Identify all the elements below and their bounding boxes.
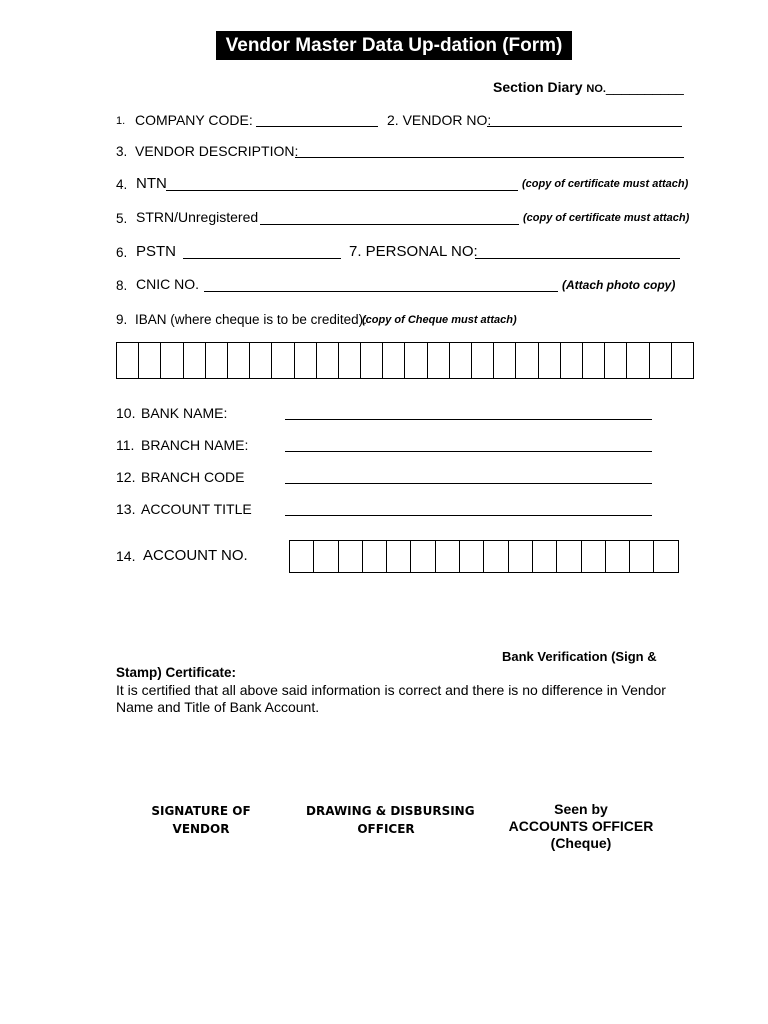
- account-digit-box[interactable]: [459, 540, 484, 573]
- ddo-signature: [306, 802, 475, 838]
- iban-digit-box[interactable]: [449, 342, 472, 379]
- iban-digit-box[interactable]: [404, 342, 427, 379]
- iban-digit-box[interactable]: [538, 342, 561, 379]
- account-digit-box[interactable]: [338, 540, 363, 573]
- vendor-no-line[interactable]: [487, 126, 682, 127]
- accounts-officer-signature: [500, 801, 662, 852]
- branch-name-label: BRANCH NAME:: [141, 437, 249, 453]
- seen-by-line2: ACCOUNTS OFFICER: [508, 818, 654, 834]
- company-code-line[interactable]: [256, 126, 378, 127]
- ddo-signature-line1: DRAWING & DISBURSING: [306, 804, 475, 818]
- field-num-8: 8.: [116, 278, 128, 293]
- vendor-signature-line2: VENDOR: [172, 822, 230, 836]
- iban-digit-box[interactable]: [493, 342, 516, 379]
- field-num-9: 9.: [116, 312, 128, 327]
- bank-name-line[interactable]: [285, 419, 652, 420]
- account-digit-box[interactable]: [410, 540, 435, 573]
- certificate-label: Certificate:: [165, 665, 237, 680]
- iban-digit-box[interactable]: [271, 342, 294, 379]
- ntn-line[interactable]: [166, 190, 518, 191]
- account-title-label: ACCOUNT TITLE: [141, 501, 252, 517]
- vendor-no-label: 2. VENDOR NO:: [387, 112, 492, 128]
- section-diary-suffix: NO.: [586, 83, 606, 95]
- iban-boxes[interactable]: [116, 342, 693, 379]
- vendor-description-line[interactable]: [295, 157, 684, 158]
- iban-digit-box[interactable]: [138, 342, 161, 379]
- field-num-13: 13.: [116, 501, 136, 517]
- personal-no-label: 7. PERSONAL NO:: [349, 243, 478, 260]
- seen-by-line3: (Cheque): [550, 835, 612, 851]
- branch-name-line[interactable]: [285, 451, 652, 452]
- field-num-6: 6.: [116, 245, 128, 260]
- account-digit-box[interactable]: [386, 540, 411, 573]
- section-diary-label: Section Diary: [493, 79, 583, 95]
- account-title-line[interactable]: [285, 515, 652, 516]
- section-diary: [493, 79, 684, 95]
- iban-digit-box[interactable]: [582, 342, 605, 379]
- bank-verification-text: Bank Verification (Sign &: [502, 649, 657, 664]
- iban-digit-box[interactable]: [560, 342, 583, 379]
- field-num-3: 3.: [116, 144, 128, 159]
- ddo-signature-line2: OFFICER: [357, 822, 415, 836]
- account-digit-box[interactable]: [605, 540, 630, 573]
- ntn-note: (copy of certificate must attach): [522, 178, 689, 190]
- iban-digit-box[interactable]: [294, 342, 317, 379]
- personal-no-line[interactable]: [475, 258, 680, 259]
- account-digit-box[interactable]: [313, 540, 338, 573]
- iban-digit-box[interactable]: [183, 342, 206, 379]
- account-digit-box[interactable]: [435, 540, 460, 573]
- ntn-label: NTN: [136, 175, 167, 192]
- strn-label: STRN/Unregistered: [136, 209, 259, 225]
- branch-code-line[interactable]: [285, 483, 652, 484]
- branch-code-label: BRANCH CODE: [141, 469, 245, 485]
- company-code-label: COMPANY CODE:: [135, 112, 253, 128]
- form-title: Vendor Master Data Up-dation (Form): [216, 31, 572, 60]
- iban-digit-box[interactable]: [671, 342, 694, 379]
- account-digit-box[interactable]: [581, 540, 606, 573]
- field-num-14: 14.: [116, 548, 136, 564]
- iban-digit-box[interactable]: [249, 342, 272, 379]
- account-digit-box[interactable]: [556, 540, 581, 573]
- strn-note: (copy of certificate must attach): [523, 212, 690, 224]
- certificate-heading: [116, 665, 236, 680]
- account-no-label: ACCOUNT NO.: [143, 547, 248, 564]
- section-diary-blank: __________: [605, 79, 684, 95]
- vendor-signature-line1: SIGNATURE OF: [151, 804, 251, 818]
- cnic-note: (Attach photo copy): [562, 278, 676, 292]
- iban-digit-box[interactable]: [649, 342, 672, 379]
- iban-digit-box[interactable]: [338, 342, 361, 379]
- account-digit-box[interactable]: [653, 540, 678, 573]
- iban-digit-box[interactable]: [116, 342, 139, 379]
- iban-digit-box[interactable]: [471, 342, 494, 379]
- account-digit-box[interactable]: [362, 540, 387, 573]
- field-num-12: 12.: [116, 469, 136, 485]
- field-num-1: 1.: [116, 115, 126, 127]
- field-num-5: 5.: [116, 211, 128, 226]
- account-digit-box[interactable]: [483, 540, 508, 573]
- iban-digit-box[interactable]: [427, 342, 450, 379]
- strn-line[interactable]: [260, 224, 519, 225]
- account-digit-box[interactable]: [629, 540, 654, 573]
- account-no-boxes[interactable]: [289, 540, 678, 573]
- bank-name-label: BANK NAME:: [141, 405, 228, 421]
- pstn-label: PSTN: [136, 243, 177, 260]
- iban-digit-box[interactable]: [515, 342, 538, 379]
- iban-digit-box[interactable]: [382, 342, 405, 379]
- iban-digit-box[interactable]: [316, 342, 339, 379]
- cnic-label: CNIC NO.: [136, 276, 199, 292]
- iban-digit-box[interactable]: [227, 342, 250, 379]
- iban-digit-box[interactable]: [626, 342, 649, 379]
- pstn-line[interactable]: [183, 258, 341, 259]
- account-digit-box[interactable]: [289, 540, 314, 573]
- account-digit-box[interactable]: [508, 540, 533, 573]
- iban-digit-box[interactable]: [160, 342, 183, 379]
- seen-by-line1: Seen by: [554, 801, 608, 817]
- field-num-4: 4.: [116, 177, 128, 192]
- iban-digit-box[interactable]: [604, 342, 627, 379]
- vendor-description-label: VENDOR DESCRIPTION:: [135, 143, 299, 159]
- iban-label: IBAN (where cheque is to be credited):: [135, 312, 367, 327]
- account-digit-box[interactable]: [532, 540, 557, 573]
- iban-note: (copy of Cheque must attach): [362, 314, 517, 326]
- certificate-text: It is certified that all above said information is correct and there is no difference in Vendor Name and Title of Bank Account.: [116, 682, 666, 715]
- field-num-11: 11.: [116, 437, 135, 453]
- iban-digit-box[interactable]: [360, 342, 383, 379]
- cnic-line[interactable]: [204, 291, 558, 292]
- field-num-10: 10.: [116, 405, 136, 421]
- stamp-text: Stamp): [116, 665, 162, 680]
- iban-digit-box[interactable]: [205, 342, 228, 379]
- vendor-signature: [141, 802, 261, 838]
